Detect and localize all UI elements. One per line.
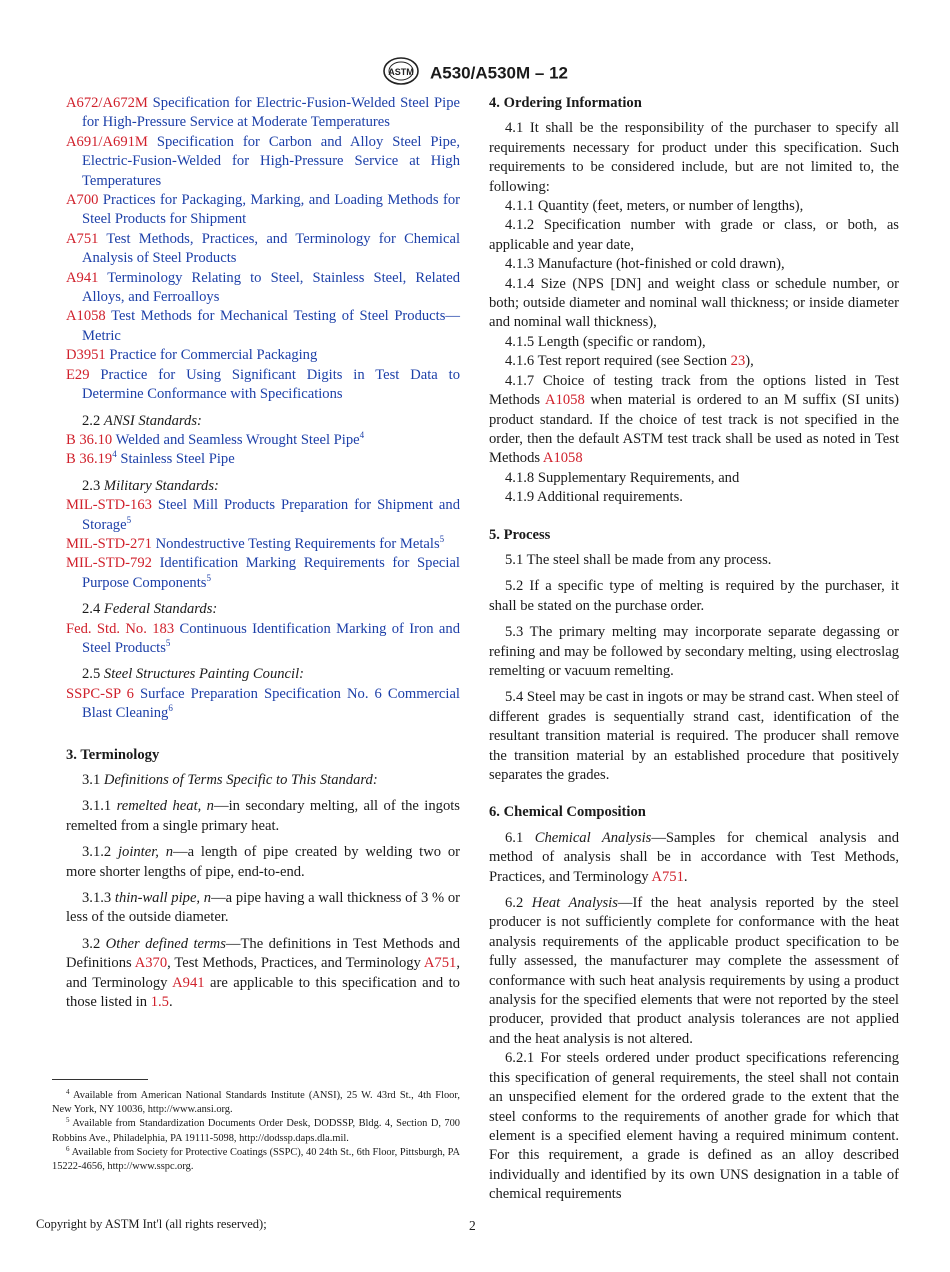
page-header (0, 56, 950, 91)
svg-text:ASTM: ASTM (388, 67, 414, 77)
reference-title[interactable]: Steel Mill Products Preparation for Shipment and Storage (82, 497, 460, 533)
reference-item (66, 346, 460, 365)
reference-item (66, 431, 460, 450)
footnote-marker[interactable]: 4 (359, 429, 365, 440)
section-2-4: 2.4 Federal Standards: (82, 601, 218, 618)
section-2-2: 2.2 ANSI Standards: (82, 412, 202, 429)
reference-item (66, 94, 460, 133)
reference-title[interactable]: Identification Marking Requirements for Special Purpose Components (82, 555, 460, 591)
reference-code[interactable]: MIL-STD-792 (66, 555, 152, 572)
para-4-1-6: 4.1.6 Test report required (see Section 23), (505, 353, 754, 370)
para-3-1: 3.1 Definitions of Terms Specific to This Standard: (82, 772, 378, 788)
military-standards-list (66, 496, 460, 593)
reference-title[interactable]: Terminology Relating to Steel, Stainless Steel, Related Alloys, and Ferroalloys (82, 269, 460, 306)
footnote-text: Available from Society for Protective Coatings (SSPC), 40 24th St., 6th Floor, Pittsburgh, PA 15222-4656, http://www.sspc.org. (52, 1146, 460, 1173)
referenced-documents-list (66, 94, 460, 405)
footnote-marker[interactable]: 5 (126, 514, 132, 525)
footnote-number: 6 (66, 1144, 70, 1153)
para-4-1-8: 4.1.8 Supplementary Requirements, and (505, 469, 740, 486)
reference-item (66, 307, 460, 346)
para-5-2: 5.2 If a specific type of melting is required by the purchaser, it shall be stated on the purchase order. (489, 578, 899, 614)
section-4-heading: 4. Ordering Information (489, 95, 642, 111)
para-4-1-3: 4.1.3 Manufacture (hot-finished or cold drawn), (505, 256, 785, 273)
reference-code[interactable]: A700 (66, 192, 99, 209)
footnote-item (52, 1117, 460, 1145)
para-3-2: 3.2 Other defined terms—The definitions in Test Methods and Definitions A370, Test Methods, Practices, and Terminology A751, and Terminology A941 are applicable to this specification and to those listed in 1.5. (66, 935, 460, 1011)
link-a751[interactable]: A751 (423, 955, 457, 972)
reference-code[interactable]: E29 (66, 366, 90, 383)
reference-code[interactable]: A672/A672M (66, 95, 148, 111)
reference-item (66, 230, 460, 269)
reference-code[interactable]: B 36.19 (66, 451, 113, 468)
footnotes (52, 1089, 460, 1174)
reference-title[interactable]: Test Methods for Mechanical Testing of Steel Products—Metric (82, 308, 460, 344)
footnote-marker[interactable]: 5 (439, 533, 445, 544)
federal-standards-list (66, 620, 460, 659)
para-4-1-7: 4.1.7 Choice of testing track from the options listed in Test Methods A1058 when material is ordered to an M suffix (SI units) product standard. If the choice of test track is not specified in the order, then the default ASTM test track shall be used as noted in Test Methods A1058 (489, 372, 899, 467)
footnote-marker[interactable]: 4 (112, 449, 117, 460)
footnote-item (52, 1146, 460, 1174)
link-section-23[interactable]: 23 (730, 353, 746, 370)
link-a941[interactable]: A941 (172, 974, 205, 991)
para-4-1-4: 4.1.4 Size (NPS [DN] and weight class or schedule number, or both; outside diameter and nominal wall thickness; or inside diameter and nominal wall thickness), (489, 275, 899, 331)
reference-title[interactable]: Test Methods, Practices, and Terminology for Chemical Analysis of Steel Products (82, 230, 460, 267)
astm-logo-icon (382, 56, 420, 91)
reference-item (66, 620, 460, 659)
reference-code[interactable]: A751 (66, 230, 99, 247)
para-6-1: 6.1 Chemical Analysis—Samples for chemical analysis and method of analysis shall be in accordance with Test Methods, Practices, and Terminology A751. (489, 829, 899, 885)
footnote-marker[interactable]: 6 (168, 703, 173, 714)
left-column (66, 94, 460, 1012)
reference-item (66, 496, 460, 535)
footnote-number: 4 (66, 1088, 70, 1096)
reference-item (66, 366, 460, 405)
para-3-1-1: 3.1.1 remelted heat, n—in secondary melting, all of the ingots remelted from a single primary heat. (66, 798, 460, 834)
right-column (489, 94, 899, 1205)
footnote-text: Available from Standardization Documents Order Desk, DODSSP, Bldg. 4, Section D, 700 Robbins Ave., Philadelphia, PA 19111-5098, http://dodssp.daps.dla.mil. (52, 1118, 460, 1144)
para-4-1: 4.1 It shall be the responsibility of the purchaser to specify all requirements necessary for product under this specification. Such requirements to be considered include, but are not limited to, the following: (489, 120, 899, 195)
reference-title[interactable]: Surface Preparation Specification No. 6 Commercial Blast Cleaning (82, 685, 460, 722)
section-3-heading: 3. Terminology (66, 746, 160, 763)
footnote-marker[interactable]: 5 (206, 572, 211, 583)
reference-code[interactable]: Fed. Std. No. 183 (66, 620, 175, 637)
link-a751[interactable]: A751 (651, 868, 684, 885)
link-section-1-5[interactable]: 1.5 (150, 994, 169, 1011)
link-a1058[interactable]: A1058 (542, 450, 583, 467)
reference-item (66, 191, 460, 230)
reference-title[interactable]: Welded and Seamless Wrought Steel Pipe (112, 431, 360, 448)
reference-item (66, 554, 460, 593)
section-2-3: 2.3 Military Standards: (82, 477, 219, 494)
ansi-standards-list (66, 431, 460, 470)
reference-title[interactable]: Practices for Packaging, Marking, and Loading Methods for Steel Products for Shipment (82, 192, 460, 228)
footnote-marker[interactable]: 5 (165, 637, 171, 648)
reference-title[interactable]: Specification for Electric-Fusion-Welded Steel Pipe for High-Pressure Service at Moderate Temperatures (82, 95, 460, 131)
section-5-heading: 5. Process (489, 526, 551, 543)
para-4-1-5: 4.1.5 Length (specific or random), (505, 333, 706, 350)
reference-title[interactable]: Continuous Identification Marking of Iron and Steel Products (82, 620, 461, 656)
footnote-divider (52, 1079, 148, 1080)
reference-code[interactable]: A1058 (66, 308, 106, 325)
reference-code[interactable]: MIL-STD-163 (66, 497, 152, 514)
document-id: A530/A530M – 12 (430, 63, 568, 83)
reference-code[interactable]: SSPC-SP 6 (66, 685, 134, 702)
reference-item (66, 450, 460, 469)
reference-title[interactable]: Stainless Steel Pipe (116, 451, 235, 468)
para-3-1-2: 3.1.2 jointer, n—a length of pipe created by welding two or more shorter lengths of pipe, end-to-end. (66, 844, 461, 880)
para-3-1-3: 3.1.3 thin-wall pipe, n—a pipe having a wall thickness of 3 % or less of the outside diameter. (66, 890, 460, 926)
reference-title[interactable]: Nondestructive Testing Requirements for Metals (151, 535, 440, 552)
section-6-heading: 6. Chemical Composition (489, 804, 646, 821)
para-4-1-9: 4.1.9 Additional requirements. (505, 489, 683, 506)
reference-title[interactable]: Practice for Using Significant Digits in Test Data to Determine Conformance with Specifications (82, 366, 460, 403)
reference-code[interactable]: D3951 (66, 347, 106, 364)
reference-item (66, 269, 460, 308)
copyright-notice: Copyright by ASTM Int'l (all rights reserved); (36, 1217, 267, 1231)
reference-code[interactable]: A941 (66, 269, 99, 286)
link-a370[interactable]: A370 (134, 955, 168, 972)
para-5-4: 5.4 Steel may be cast in ingots or may be strand cast. When steel of different grades is sequentially strand cast, identification of the resultant transition material is required. The producer shall remove the transition material by an established procedure that positively separates the grades. (489, 689, 899, 783)
para-5-1: 5.1 The steel shall be made from any process. (505, 551, 772, 568)
page-number: 2 (469, 1218, 476, 1233)
footnote-number: 5 (66, 1116, 70, 1125)
reference-title[interactable]: Specification for Carbon and Alloy Steel Pipe, Electric-Fusion-Welded for High-Pressure Service at High Temperatures (82, 133, 460, 189)
footnote-item (52, 1089, 460, 1117)
reference-code[interactable]: A691/A691M (66, 133, 148, 150)
reference-code[interactable]: B 36.10 (66, 431, 113, 448)
reference-item (66, 685, 460, 724)
reference-item (66, 133, 460, 191)
para-5-3: 5.3 The primary melting may incorporate separate degassing or refining and may be followed by secondary melting, using electroslag remelting or vacuum remelting. (489, 624, 899, 679)
sspc-standards-list (66, 685, 460, 724)
section-2-5: 2.5 Steel Structures Painting Council: (82, 666, 305, 683)
reference-item (66, 535, 460, 554)
reference-code[interactable]: MIL-STD-271 (66, 535, 152, 552)
footnote-text: Available from American National Standards Institute (ANSI), 25 W. 43rd St., 4th Floor, New York, NY 10036, http://www.ansi.org. (52, 1090, 460, 1116)
para-4-1-2: 4.1.2 Specification number with grade or class, or both, as applicable and year date, (489, 217, 899, 253)
para-6-2-1: 6.2.1 For steels ordered under product specifications referencing this specification of general requirements, the steel shall not contain an unspecified element for the ordered grade to the extent that the steel conforms to the requirements of another grade for which that element is a specified element having a required minimum content. For this requirement, a grade is defined as an alloy described individually and identified by its own UNS designation in a table of chemical requirements (489, 1050, 899, 1203)
para-4-1-1: 4.1.1 Quantity (feet, meters, or number of lengths), (505, 198, 804, 215)
reference-title[interactable]: Practice for Commercial Packaging (105, 347, 318, 364)
para-6-2: 6.2 Heat Analysis—If the heat analysis reported by the steel producer is not sufficiently complete for conformance with the heat analysis requirements of the applicable product specification to be fully assessed, the manufacturer may complete the assessment of conformance with such heat analysis requirements by using a product analysis for the specified elements that were not reported by the steel producer, provided that product analysis tolerances are not applied and the heat analysis is not altered. (489, 895, 899, 1047)
link-a1058[interactable]: A1058 (545, 392, 585, 409)
